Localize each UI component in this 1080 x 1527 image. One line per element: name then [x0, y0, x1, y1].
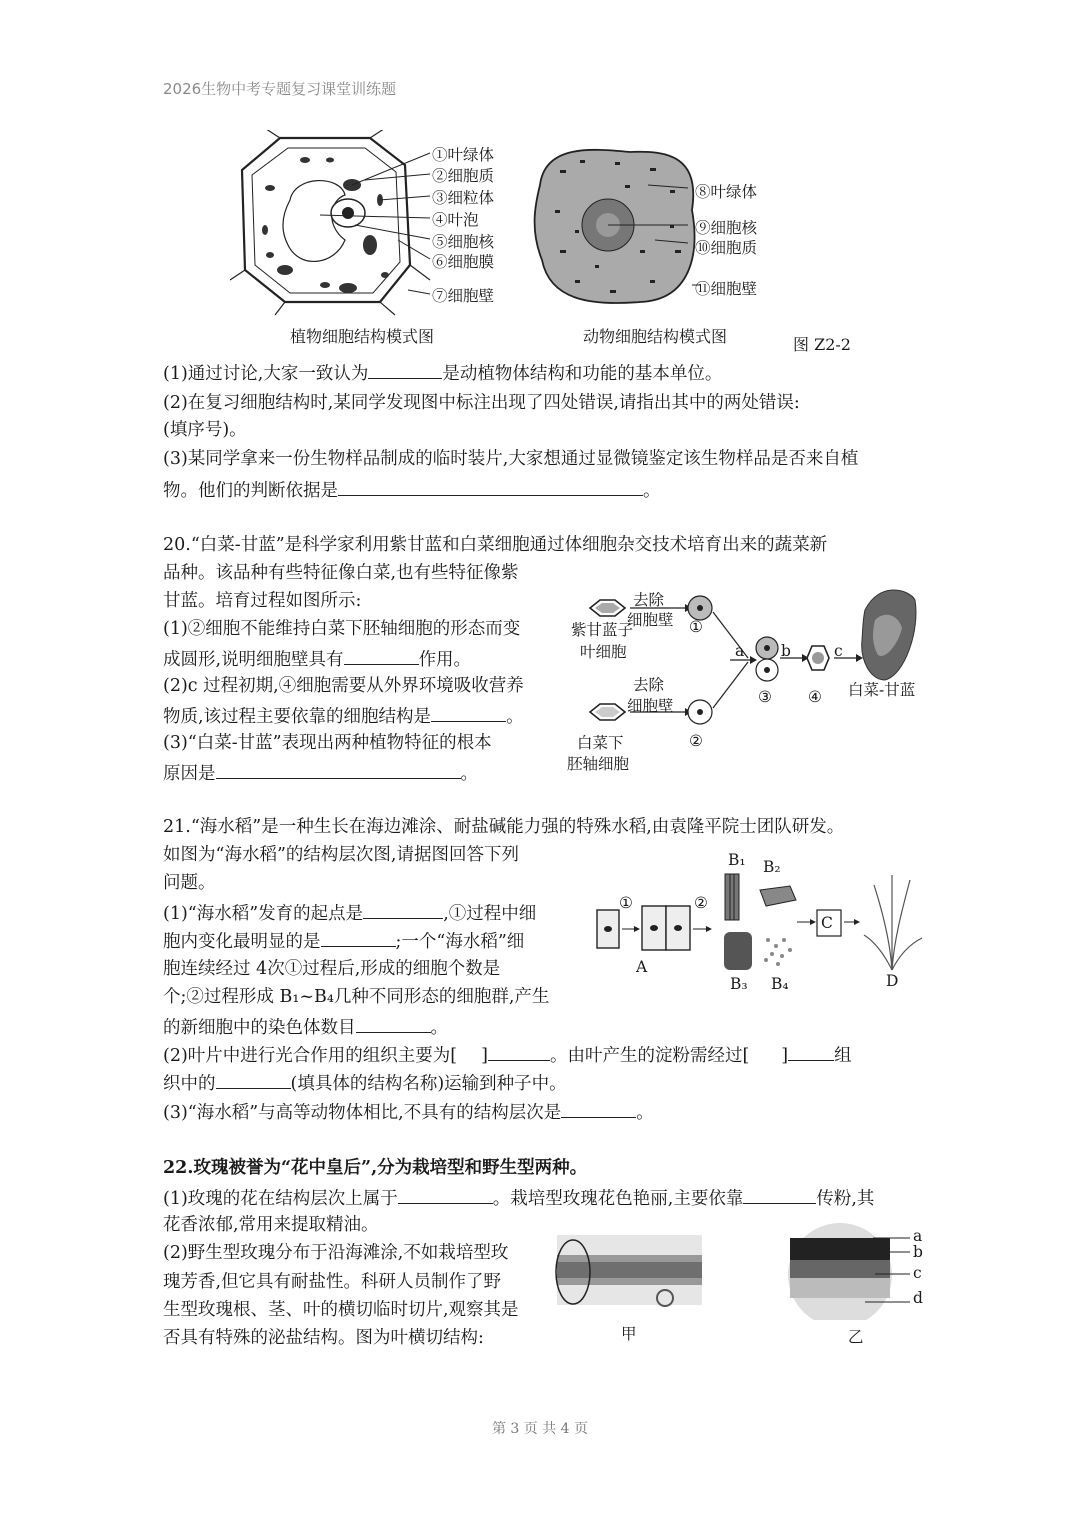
cell-num-3: ③ [758, 688, 772, 706]
q20-part3: (3)“白菜-甘蓝”表现出两种植物特征的根本 [163, 733, 492, 753]
q21-stem: 21.“海水稻”是一种生长在海边滩涂、耐盐碱能力强的特殊水稻,由袁隆平院士团队研发。 [163, 817, 845, 837]
cell-num-1: ① [689, 618, 703, 636]
q20-stem-2: 品种。该品种有些特征像白菜,也有些特征像紫 [163, 563, 519, 583]
answer-blank[interactable] [344, 646, 419, 665]
step-1: ① [619, 894, 633, 912]
cell-num-2: ② [689, 732, 703, 750]
q20-part1: (1)②细胞不能维持白菜下胚轴细胞的形态而变 [163, 619, 521, 639]
process-a: a [735, 642, 745, 660]
animal-label-10: ⑩细胞质 [695, 239, 758, 257]
answer-blank[interactable] [488, 1042, 550, 1061]
q22-part2-d: 否具有特殊的泌盐结构。图为叶横切结构: [163, 1328, 484, 1348]
answer-blank[interactable] [321, 928, 396, 947]
page-header: 2026生物中考专题复习课堂训练题 [163, 80, 397, 98]
q21-part1-e: 的新细胞中的染色体数目 。 [163, 1014, 448, 1040]
q21-part3: (3)“海水稻”与高等动物体相比,不具有的结构层次是 。 [163, 1099, 654, 1125]
tissue-b2 [760, 886, 796, 906]
label-b2: B₂ [763, 858, 781, 876]
animal-label-9: ⑨细胞核 [695, 219, 758, 237]
answer-blank[interactable] [363, 900, 443, 919]
q21-part1-b: 胞内变化最明显的是 ;一个“海水稻”细 [163, 928, 524, 954]
rice-plant [864, 875, 922, 970]
plant-caption: 植物细胞结构模式图 [290, 327, 435, 346]
plant-label-3: ③细粒体 [432, 189, 495, 207]
q19-part2: (2)在复习细胞结构时,某同学发现图中标注出现了四处错误,请指出其中的两处错误: [163, 393, 800, 413]
q21-part1: (1)“海水稻”发育的起点是 ,①过程中细 [163, 900, 536, 926]
q22-part2-c: 生型玫瑰根、茎、叶的横切临时切片,观察其是 [163, 1300, 519, 1320]
q19-part3-cont: 物。他们的判断依据是 。 [163, 477, 661, 503]
label-layer-b: b [913, 1243, 923, 1261]
answer-blank[interactable] [216, 760, 461, 779]
q20-part3-cont: 原因是 。 [163, 760, 478, 786]
answer-blank[interactable] [338, 477, 643, 496]
animal-caption: 动物细胞结构模式图 [583, 327, 728, 346]
label-layer-a: a [913, 1227, 923, 1245]
q20-part2-cont: 物质,该过程主要依靠的细胞结构是 。 [163, 703, 524, 729]
process-c: c [834, 642, 843, 660]
label-layer-d: d [913, 1289, 923, 1307]
remove-wall-label-1b: 细胞壁 [627, 611, 674, 629]
remove-wall-label-2a: 去除 [633, 676, 665, 694]
animal-label-8: ⑧叶绿体 [695, 183, 758, 201]
cabbage-label-2: 胚轴细胞 [567, 755, 630, 773]
q21-stem-2: 如图为“海水稻”的结构层次图,请据图回答下列 [163, 845, 519, 865]
figure-number: 图 Z2-2 [793, 335, 851, 354]
answer-blank[interactable] [788, 1042, 834, 1061]
q20-part1-cont: 成圆形,说明细胞壁具有 作用。 [163, 646, 471, 672]
structure-level-figure [592, 860, 922, 1000]
q21-part2-cont: 织中的 (填具体的结构名称)运输到种子中。 [163, 1070, 567, 1096]
q21-stem-3: 问题。 [163, 873, 216, 893]
q19-part2-cont: (填序号)。 [163, 420, 247, 440]
q21-part2: (2)叶片中进行光合作用的组织主要为[ ] 。由叶产生的淀粉需经过[ ] 组 [163, 1042, 852, 1068]
plant-label-6: ⑥细胞膜 [432, 253, 495, 271]
process-b: b [781, 642, 791, 660]
q22-part1: (1)玫瑰的花在结构层次上属于 。栽培型玫瑰花色艳丽,主要依靠 传粉,其 [163, 1185, 874, 1211]
purple-cabbage-label-2: 叶细胞 [580, 643, 627, 661]
label-b1: B₁ [728, 851, 746, 869]
page-footer: 第 3 页 共 4 页 [491, 1421, 589, 1437]
plant-label-7: ⑦细胞壁 [432, 287, 495, 305]
label-d: D [886, 972, 899, 990]
q19-part1: (1)通过讨论,大家一致认为 是动植物体结构和功能的基本单位。 [163, 360, 722, 386]
answer-blank[interactable] [431, 703, 506, 722]
plant-label-1: ①叶绿体 [432, 146, 495, 164]
q20-stem: 20.“白菜-甘蓝”是科学家利用紫甘蓝和白菜细胞通过体细胞杂交技术培育出来的蔬菜新 [163, 535, 828, 555]
plant-label-4: ④叶泡 [432, 211, 479, 229]
q22-title: 22.玫瑰被誉为“花中皇后”,分为栽培型和野生型两种。 [163, 1158, 588, 1178]
leaf-cross-section-figure [555, 1220, 935, 1320]
cabbage-label: 白菜下 [577, 734, 624, 752]
answer-blank[interactable] [561, 1099, 636, 1118]
answer-blank[interactable] [368, 360, 442, 379]
q20-stem-3: 甘蓝。培育过程如图所示: [163, 591, 362, 611]
label-c: C [821, 914, 833, 932]
q20-part2: (2)c 过程初期,④细胞需要从外界环境吸收营养 [163, 676, 524, 696]
q21-part1-d: 个;②过程形成 B₁~B₄几种不同形态的细胞群,产生 [163, 987, 550, 1007]
answer-blank[interactable] [398, 1185, 493, 1204]
tissue-b1 [725, 874, 739, 920]
label-b4: B₄ [771, 975, 789, 993]
remove-wall-label-1a: 去除 [633, 591, 665, 609]
cell-num-4: ④ [808, 688, 822, 706]
q22-part2: (2)野生型玫瑰分布于沿海滩涂,不如栽培型玫 [163, 1243, 509, 1263]
plant-label-2: ②细胞质 [432, 167, 495, 185]
label-jia: 甲 [621, 1325, 637, 1343]
q21-part1-c: 胞连续经过 4次①过程后,形成的细胞个数是 [163, 959, 501, 979]
label-a: A [636, 958, 648, 976]
q22-part1-cont: 花香浓郁,常用来提取精油。 [163, 1215, 379, 1235]
remove-wall-label-2b: 细胞壁 [627, 697, 674, 715]
purple-cabbage-label: 紫甘蓝子 [571, 621, 634, 639]
tissue-b3 [724, 932, 752, 970]
result-label: 白菜-甘蓝 [848, 681, 916, 699]
q19-part3: (3)某同学拿来一份生物样品制成的临时装片,大家想通过显微镜鉴定该生物样品是否来自植 [163, 449, 859, 469]
label-b3: B₃ [730, 975, 748, 993]
label-layer-c: c [913, 1264, 922, 1282]
label-yi: 乙 [848, 1328, 864, 1346]
step-2: ② [694, 894, 708, 912]
plant-label-5: ⑤细胞核 [432, 233, 495, 251]
answer-blank[interactable] [743, 1185, 816, 1204]
answer-blank[interactable] [216, 1070, 291, 1089]
answer-blank[interactable] [356, 1014, 431, 1033]
animal-label-11: ⑪细胞壁 [695, 280, 758, 298]
q22-part2-b: 瑰芳香,但它具有耐盐性。科研人员制作了野 [163, 1272, 502, 1292]
tissue-b4 [764, 938, 792, 966]
